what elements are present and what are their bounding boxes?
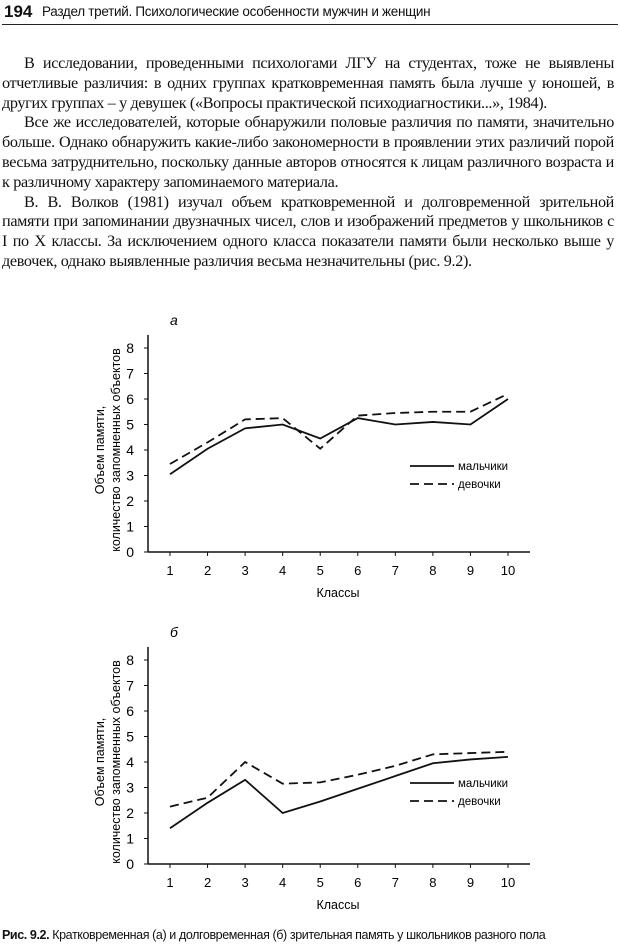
x-tick-label: 4 bbox=[279, 563, 287, 578]
y-axis-label-line2: количество запомненных объектов bbox=[109, 348, 123, 552]
x-tick-label: 5 bbox=[316, 563, 324, 578]
figure-caption bbox=[2, 928, 545, 942]
x-tick-label: 9 bbox=[466, 875, 475, 890]
y-tick-label: 8 bbox=[126, 652, 134, 668]
y-tick-label: 0 bbox=[126, 856, 134, 872]
y-tick-label: 3 bbox=[126, 779, 134, 796]
x-tick-label: 9 bbox=[466, 563, 475, 578]
y-tick-label: 1 bbox=[126, 518, 134, 535]
panel-label: а bbox=[170, 312, 178, 328]
y-tick-label: 1 bbox=[126, 830, 134, 847]
x-axis-label: Классы bbox=[316, 898, 360, 912]
x-tick-label: 4 bbox=[279, 875, 287, 890]
series-line-boys bbox=[170, 757, 508, 828]
paragraph: Все же исследователей, которые обнаружили половые различия по памяти, значительно больше. Однако обнаружить какие-либо закономерности в проявлении этих различий порой весьма затруднительно, поскольку данные авторов относятся к лицам различного возраста и к различному характеру запоминаемого материала. bbox=[2, 113, 614, 191]
caption-label: Рис. 9.2. bbox=[2, 928, 50, 942]
chart-short-term-memory bbox=[0, 305, 620, 605]
x-axis-label: Классы bbox=[316, 586, 360, 600]
y-tick-label: 7 bbox=[126, 677, 134, 694]
paragraph: В исследовании, проведенными психологами ЛГУ на студентах, тоже не выявлены отчетливые различия: в одних группах кратковременная память была лучше у юношей, в других группах – у девушек («Вопросы практической психодиагностики...», 1984). bbox=[2, 54, 614, 112]
running-header bbox=[2, 2, 618, 25]
y-tick-label: 2 bbox=[126, 805, 134, 821]
y-tick-label: 5 bbox=[126, 416, 134, 433]
legend-label: мальчики bbox=[458, 778, 509, 790]
y-tick-label: 2 bbox=[126, 493, 134, 509]
x-tick-label: 8 bbox=[429, 563, 437, 578]
x-tick-label: 5 bbox=[316, 875, 324, 890]
x-tick-label: 8 bbox=[429, 875, 437, 890]
section-title: Раздел третий. Психологические особенности мужчин и женщин bbox=[42, 4, 431, 19]
body-text bbox=[2, 54, 614, 272]
x-tick-label: 6 bbox=[354, 875, 362, 890]
y-axis-label-line1: Объем памяти, bbox=[93, 405, 107, 495]
paragraph: В. В. Волков (1981) изучал объем кратковременной и долговременной зрительной памяти при запоминании двузначных чисел, слов и изображений предметов у школьников с I по X классы. За исключением одного класса показатели памяти были несколько выше у девочек, однако выявленные различия весьма незначительны (рис. 9.2). bbox=[2, 192, 614, 270]
y-tick-label: 0 bbox=[126, 544, 134, 560]
legend-label: девочки bbox=[458, 796, 501, 808]
x-tick-label: 2 bbox=[203, 563, 212, 578]
y-tick-label: 7 bbox=[126, 365, 134, 382]
chart-long-term-memory bbox=[0, 617, 620, 917]
x-tick-label: 6 bbox=[354, 563, 362, 578]
x-tick-label: 10 bbox=[500, 563, 516, 578]
y-tick-label: 6 bbox=[126, 391, 134, 407]
y-tick-label: 4 bbox=[126, 442, 134, 458]
legend-label: девочки bbox=[458, 479, 501, 491]
y-tick-label: 6 bbox=[126, 703, 134, 719]
x-tick-label: 2 bbox=[203, 875, 212, 890]
x-tick-label: 3 bbox=[241, 875, 249, 890]
y-tick-label: 4 bbox=[126, 754, 134, 770]
panel-label: б bbox=[170, 624, 178, 640]
y-tick-label: 3 bbox=[126, 467, 134, 484]
y-tick-label: 8 bbox=[126, 340, 134, 356]
x-tick-label: 7 bbox=[391, 563, 399, 578]
legend-label: мальчики bbox=[458, 461, 509, 473]
x-tick-label: 7 bbox=[391, 875, 399, 890]
y-axis-label-line1: Объем памяти, bbox=[93, 717, 107, 807]
x-tick-label: 1 bbox=[166, 563, 174, 578]
x-tick-label: 1 bbox=[166, 875, 174, 890]
caption-text: Кратковременная (а) и долговременная (б) зрительная память у школьников разного пола bbox=[52, 928, 546, 942]
x-tick-label: 3 bbox=[241, 563, 249, 578]
y-tick-label: 5 bbox=[126, 728, 134, 745]
y-axis-label-line2: количество запомненных объектов bbox=[109, 660, 123, 864]
page-number: 194 bbox=[4, 2, 33, 21]
x-tick-label: 10 bbox=[500, 875, 516, 890]
